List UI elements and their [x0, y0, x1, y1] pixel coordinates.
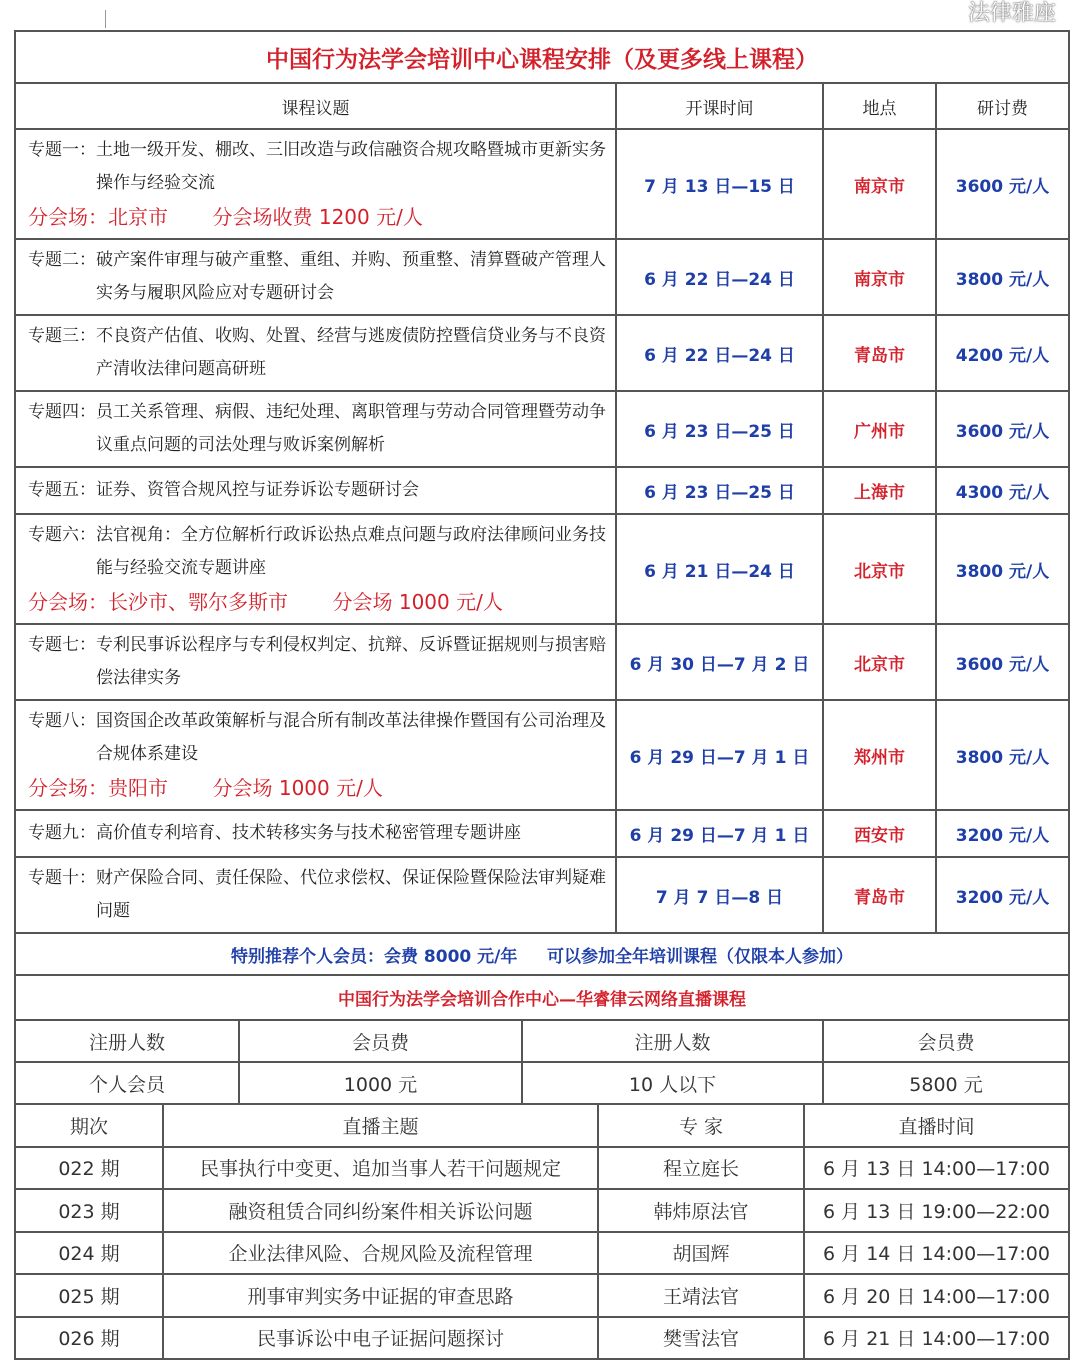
membership-value: 10 人以下: [522, 1062, 823, 1104]
topic-label: 专题六：: [28, 525, 96, 545]
course-row: [15, 857, 1069, 933]
topic-text: 土地一级开发、棚改、三旧改造与政信融资合规攻略暨城市更新实务操作与经验交流: [96, 140, 606, 193]
member-recommendation: 特别推荐个人会员：会费 8000 元/年 可以参加全年培训课程（仅限本人参加）: [15, 933, 1069, 975]
course-date: 6 月 22 日—24 日: [616, 239, 823, 315]
topic-text: 专利民事诉讼程序与专利侵权判定、抗辩、反诉暨证据规则与损害赔偿法律实务: [96, 635, 606, 688]
course-fee: 3800 元/人: [936, 514, 1069, 624]
course-fee: 4200 元/人: [936, 315, 1069, 391]
course-date: 6 月 30 日—7 月 2 日: [616, 624, 823, 700]
course-row: [15, 700, 1069, 810]
broadcast-row: [15, 1317, 1069, 1360]
course-date: 7 月 13 日—15 日: [616, 129, 823, 239]
watermark: 法律雅座: [964, 0, 1060, 28]
topic-text: 法官视角：全方位解析行政诉讼热点难点问题与政府法律顾问业务技能与经验交流专题讲座: [96, 525, 606, 578]
broadcast-issue: 022 期: [15, 1147, 163, 1190]
course-place: 北京市: [823, 624, 936, 700]
course-place: 青岛市: [823, 315, 936, 391]
page-title: 中国行为法学会培训中心课程安排（及更多线上课程）: [15, 31, 1069, 83]
membership-header: 会员费: [239, 1020, 522, 1062]
branch-venue-note: 分会场：长沙市、鄂尔多斯市 分会场 1000 元/人: [28, 590, 503, 614]
course-date: 6 月 21 日—24 日: [616, 514, 823, 624]
broadcast-expert: 程立庭长: [598, 1147, 804, 1190]
course-topic: [15, 391, 616, 467]
broadcast-expert: 韩炜原法官: [598, 1189, 804, 1232]
broadcast-topic: 民事诉讼中电子证据问题探讨: [163, 1317, 598, 1360]
broadcast-expert: 胡国辉: [598, 1232, 804, 1275]
topic-text: 高价值专利培育、技术转移实务与技术秘密管理专题讲座: [96, 823, 521, 843]
header-topic: 课程议题: [15, 83, 616, 129]
live-course-title: 中国行为法学会培训合作中心—华睿律云网络直播课程: [15, 975, 1069, 1020]
course-place: 西安市: [823, 810, 936, 857]
broadcast-issue: 026 期: [15, 1317, 163, 1360]
broadcast-row: [15, 1189, 1069, 1232]
topic-text: 国资国企改革政策解析与混合所有制改革法律操作暨国有公司治理及合规体系建设: [96, 711, 606, 764]
broadcast-topic: 融资租赁合同纠纷案件相关诉讼问题: [163, 1189, 598, 1232]
broadcast-table: [14, 1103, 1070, 1360]
broadcast-row: [15, 1274, 1069, 1317]
broadcast-header: 直播主题: [163, 1104, 598, 1147]
course-place: 青岛市: [823, 857, 936, 933]
membership-header: 注册人数: [15, 1020, 239, 1062]
header-fee: 研讨费: [936, 83, 1069, 129]
broadcast-row: [15, 1147, 1069, 1190]
course-row: [15, 315, 1069, 391]
topic-text: 员工关系管理、病假、违纪处理、离职管理与劳动合同管理暨劳动争议重点问题的司法处理与败诉案例解析: [96, 402, 606, 455]
course-topic: [15, 514, 616, 624]
broadcast-time: 6 月 20 日 14:00—17:00: [804, 1274, 1069, 1317]
branch-venue-note: 分会场：北京市 分会场收费 1200 元/人: [28, 205, 423, 229]
course-row: [15, 467, 1069, 514]
topic-label: 专题五：: [28, 480, 96, 500]
topic-label: 专题四：: [28, 402, 96, 422]
broadcast-time: 6 月 21 日 14:00—17:00: [804, 1317, 1069, 1360]
membership-value: 1000 元: [239, 1062, 522, 1104]
course-topic: [15, 857, 616, 933]
course-topic: [15, 239, 616, 315]
course-date: 6 月 23 日—25 日: [616, 467, 823, 514]
membership-header: 注册人数: [522, 1020, 823, 1062]
broadcast-row: [15, 1232, 1069, 1275]
broadcast-time: 6 月 13 日 14:00—17:00: [804, 1147, 1069, 1190]
course-topic: [15, 467, 616, 514]
broadcast-header: 期次: [15, 1104, 163, 1147]
course-fee: 3600 元/人: [936, 624, 1069, 700]
broadcast-topic: 企业法律风险、合规风险及流程管理: [163, 1232, 598, 1275]
branch-venue-note: 分会场：贵阳市 分会场 1000 元/人: [28, 776, 383, 800]
course-table: [14, 30, 1070, 1021]
course-place: 郑州市: [823, 700, 936, 810]
topic-label: 专题八：: [28, 711, 96, 731]
course-fee: 3600 元/人: [936, 129, 1069, 239]
header-place: 地点: [823, 83, 936, 129]
broadcast-topic: 民事执行中变更、追加当事人若干问题规定: [163, 1147, 598, 1190]
course-topic: [15, 624, 616, 700]
broadcast-expert: 王靖法官: [598, 1274, 804, 1317]
broadcast-topic: 刑事审判实务中证据的审查思路: [163, 1274, 598, 1317]
course-fee: 3200 元/人: [936, 810, 1069, 857]
course-fee: 3200 元/人: [936, 857, 1069, 933]
topic-text: 证券、资管合规风控与证券诉讼专题研讨会: [96, 480, 419, 500]
course-topic: [15, 315, 616, 391]
broadcast-header: 直播时间: [804, 1104, 1069, 1147]
broadcast-issue: 023 期: [15, 1189, 163, 1232]
header-date: 开课时间: [616, 83, 823, 129]
course-date: 6 月 22 日—24 日: [616, 315, 823, 391]
course-date: 6 月 29 日—7 月 1 日: [616, 700, 823, 810]
course-row: [15, 810, 1069, 857]
membership-table: [14, 1019, 1070, 1105]
course-row: [15, 514, 1069, 624]
broadcast-header: 专 家: [598, 1104, 804, 1147]
broadcast-issue: 025 期: [15, 1274, 163, 1317]
membership-header: 会员费: [823, 1020, 1069, 1062]
topic-text: 破产案件审理与破产重整、重组、并购、预重整、清算暨破产管理人实务与履职风险应对专题研讨会: [96, 250, 606, 303]
broadcast-time: 6 月 14 日 14:00—17:00: [804, 1232, 1069, 1275]
course-topic: [15, 129, 616, 239]
course-date: 6 月 29 日—7 月 1 日: [616, 810, 823, 857]
membership-value: 个人会员: [15, 1062, 239, 1104]
topic-label: 专题九：: [28, 823, 96, 843]
course-date: 7 月 7 日—8 日: [616, 857, 823, 933]
broadcast-issue: 024 期: [15, 1232, 163, 1275]
topic-label: 专题十：: [28, 868, 96, 888]
broadcast-expert: 樊雪法官: [598, 1317, 804, 1360]
course-fee: 4300 元/人: [936, 467, 1069, 514]
course-fee: 3800 元/人: [936, 239, 1069, 315]
topic-label: 专题一：: [28, 140, 96, 160]
course-place: 南京市: [823, 129, 936, 239]
course-row: [15, 391, 1069, 467]
course-topic: [15, 700, 616, 810]
topic-label: 专题七：: [28, 635, 96, 655]
topic-label: 专题三：: [28, 326, 96, 346]
course-place: 南京市: [823, 239, 936, 315]
course-place: 北京市: [823, 514, 936, 624]
course-place: 上海市: [823, 467, 936, 514]
topic-text: 不良资产估值、收购、处置、经营与逃废债防控暨信贷业务与不良资产清收法律问题高研班: [96, 326, 606, 379]
course-row: [15, 129, 1069, 239]
course-fee: 3600 元/人: [936, 391, 1069, 467]
course-fee: 3800 元/人: [936, 700, 1069, 810]
topic-label: 专题二：: [28, 250, 96, 270]
membership-value: 5800 元: [823, 1062, 1069, 1104]
topic-text: 财产保险合同、责任保险、代位求偿权、保证保险暨保险法审判疑难问题: [96, 868, 606, 921]
course-row: [15, 239, 1069, 315]
broadcast-time: 6 月 13 日 19:00—22:00: [804, 1189, 1069, 1232]
course-date: 6 月 23 日—25 日: [616, 391, 823, 467]
course-place: 广州市: [823, 391, 936, 467]
course-row: [15, 624, 1069, 700]
course-topic: [15, 810, 616, 857]
